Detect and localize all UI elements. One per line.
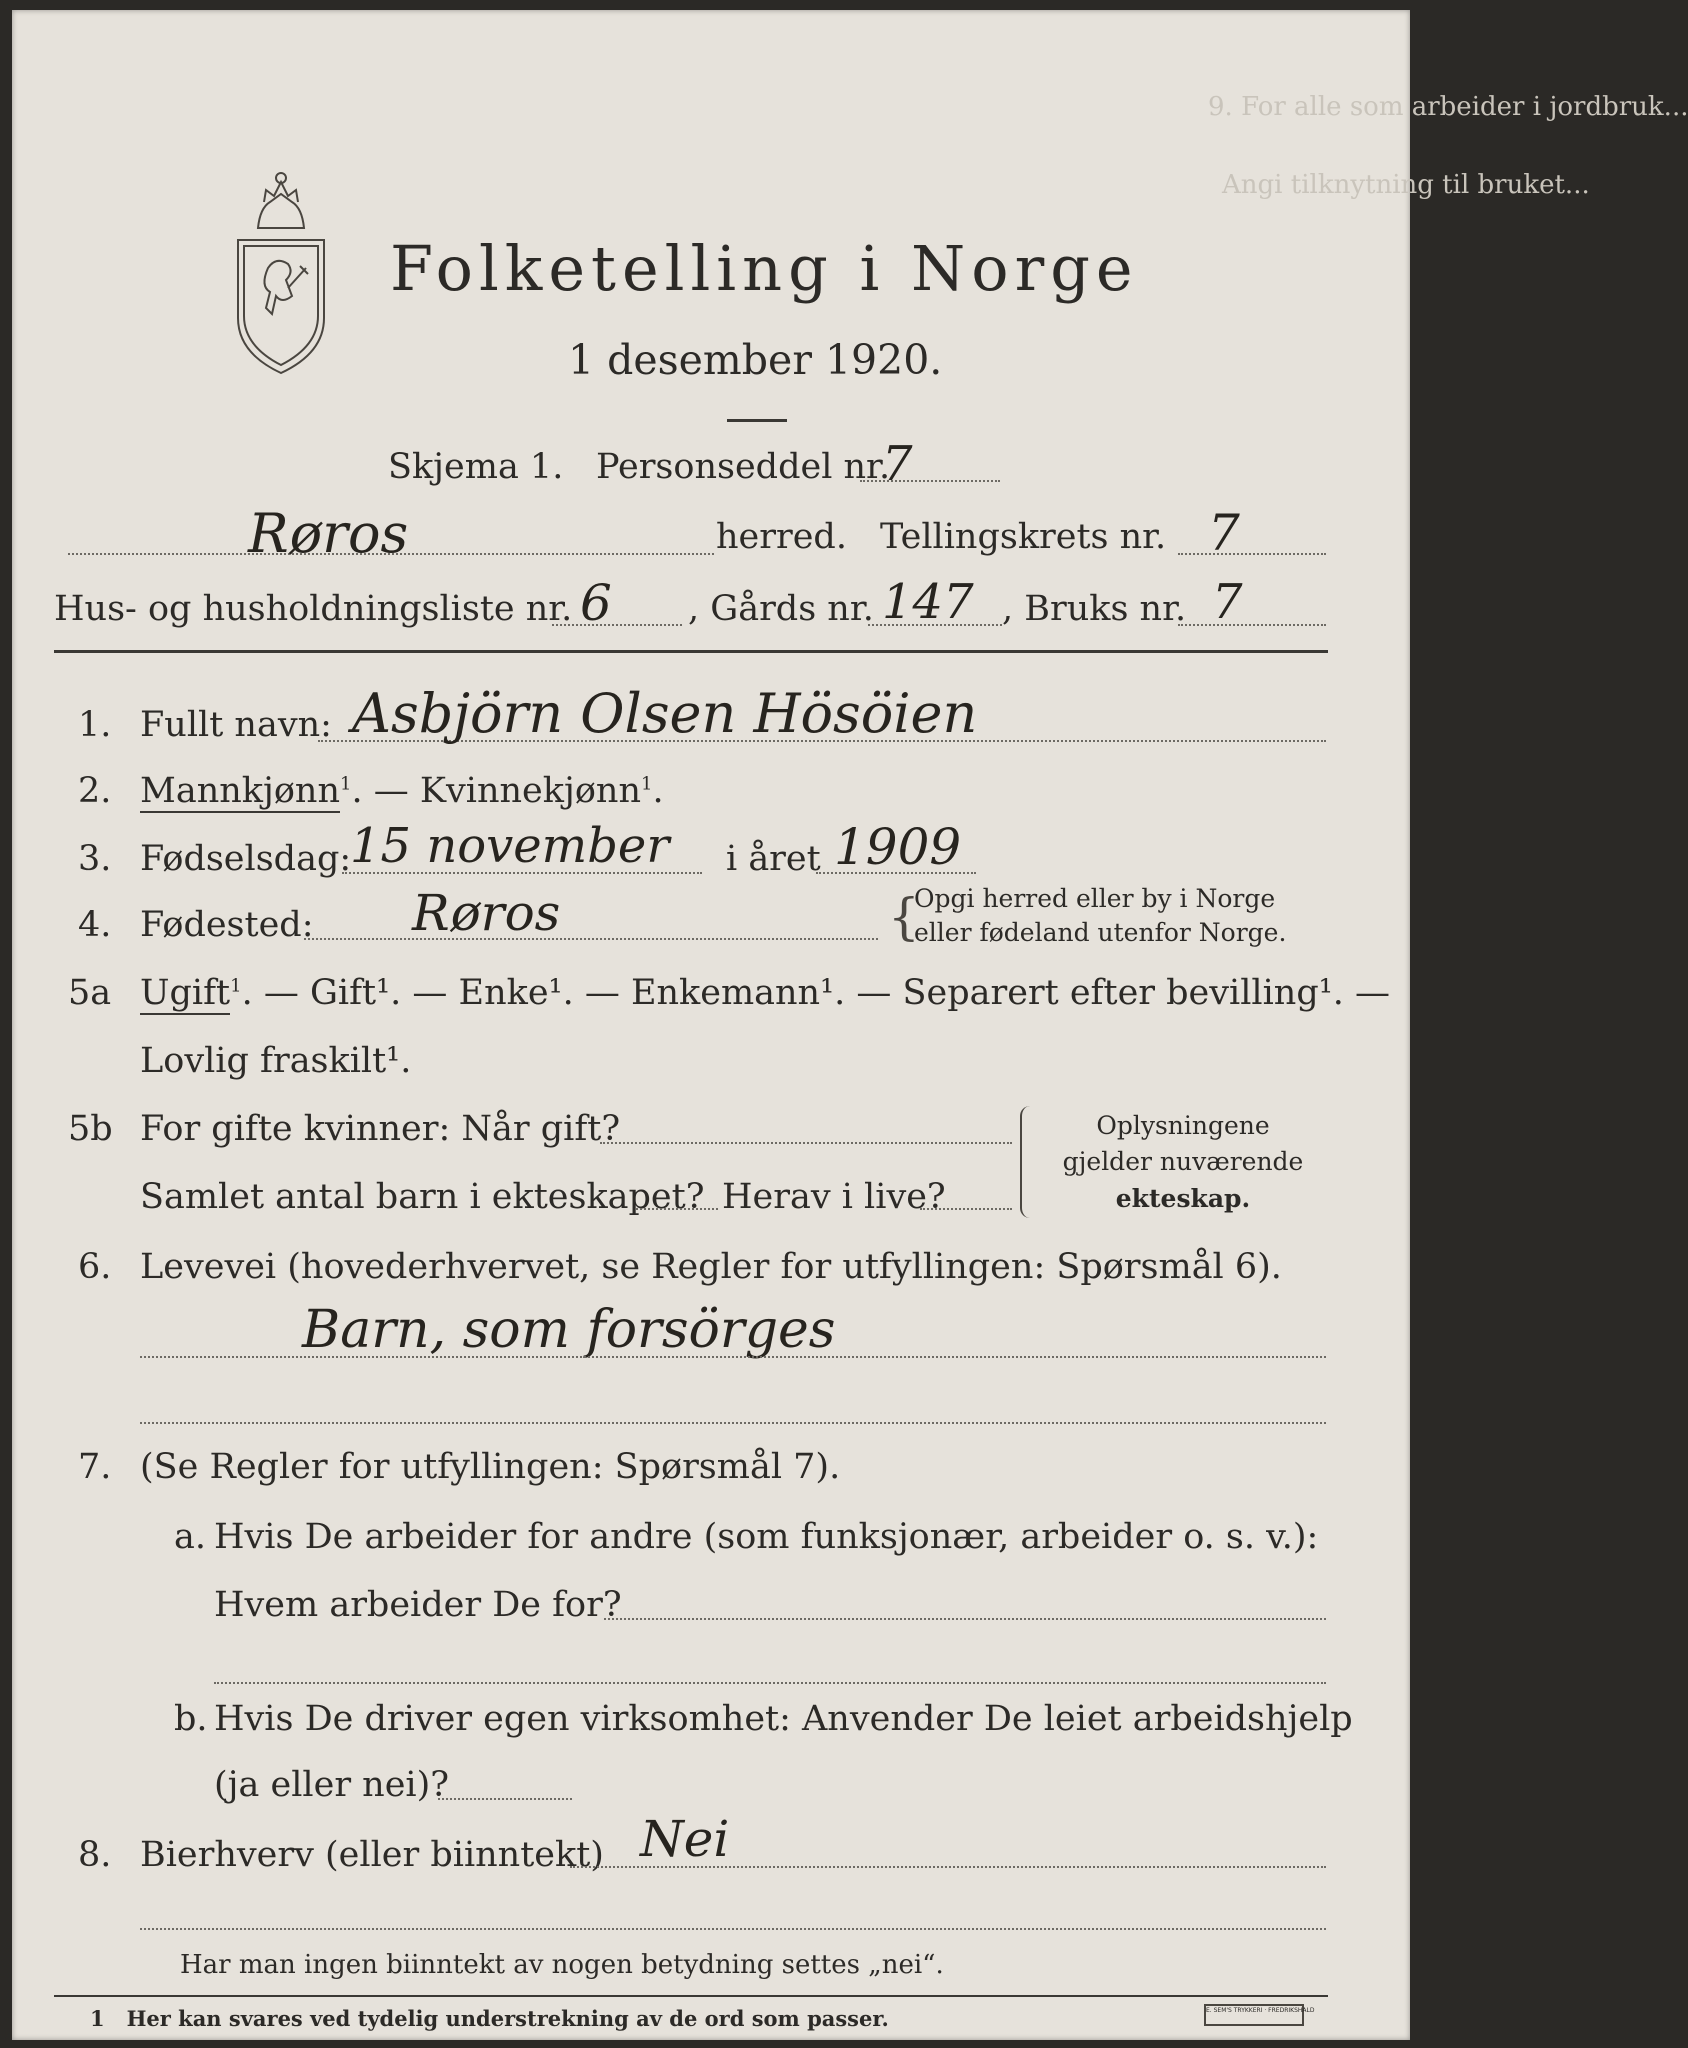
q5b-bracket: [1020, 1106, 1032, 1218]
q7-label: (Se Regler for utfyllingen: Spørsmål 7).: [140, 1447, 841, 1487]
full-name-value[interactable]: Asbjörn Olsen Hösöien: [352, 682, 978, 745]
q5a-options: Ugift$^1$. — Gift¹. — Enke¹. — Enkemann¹. — Separert efter bevilling¹. —: [140, 973, 1391, 1013]
q1-number: 1.: [78, 705, 112, 745]
footnote: 1 Her kan svares ved tydelig understrekning av de ord som passer.: [90, 2006, 889, 2031]
no-income-note: Har man ingen biinntekt av nogen betydning settes „nei“.: [180, 1950, 944, 1980]
bruks-label: , Bruks nr.: [1002, 589, 1187, 629]
q8-number: 8.: [78, 1835, 112, 1875]
bleed-through-text-2: Angi tilknytning til bruket...: [1222, 170, 1590, 200]
birthplace-value[interactable]: Røros: [412, 884, 561, 942]
q6-label: Levevei (hovederhvervet, se Regler for utfyllingen: Spørsmål 6).: [140, 1247, 1282, 1287]
side-income-value[interactable]: Nei: [640, 1810, 730, 1868]
schema-label: Skjema 1.: [388, 447, 564, 487]
birthdate-value[interactable]: 15 november: [350, 818, 670, 874]
q3-number: 3.: [78, 839, 112, 879]
personseddel-label: Personseddel nr.: [596, 447, 891, 487]
q5a-line2[interactable]: Lovlig fraskilt¹.: [140, 1041, 412, 1081]
bleed-through-text-1: 9. For alle som arbeider i jordbruk...: [1208, 92, 1688, 122]
marital-ugift-option[interactable]: Ugift: [140, 973, 231, 1013]
q7a-line1: Hvis De arbeider for andre (som funksjonær, arbeider o. s. v.):: [214, 1517, 1319, 1557]
q5b-when-married-label: For gifte kvinner: Når gift?: [140, 1109, 621, 1149]
gards-label: , Gårds nr.: [688, 589, 874, 629]
q7b-line2: (ja eller nei)?: [214, 1765, 450, 1805]
title-divider: [727, 419, 787, 422]
q7a-answer-line-2[interactable]: [214, 1682, 1326, 1684]
q3-label: Fødselsdag:: [140, 839, 352, 879]
herred-label: herred.: [716, 517, 847, 557]
tellingskrets-label: Tellingskrets nr.: [880, 517, 1167, 557]
q6-line-2[interactable]: [140, 1422, 1326, 1424]
husliste-value[interactable]: 6: [580, 574, 612, 632]
q4-brace: {: [888, 888, 920, 946]
herred-value[interactable]: Røros: [248, 502, 409, 565]
q6-line-1: [140, 1356, 1326, 1358]
header-separator: [54, 650, 1328, 653]
q7a-letter: a.: [174, 1517, 206, 1557]
q5b-alive-label: Herav i live?: [722, 1177, 946, 1217]
personseddel-value[interactable]: 7: [882, 436, 913, 492]
husliste-line: [552, 624, 682, 626]
q5b-when-married-line[interactable]: [600, 1142, 1012, 1144]
q8-extra-line: [140, 1928, 1326, 1930]
q2-number: 2.: [78, 771, 112, 811]
bruks-line: [1178, 624, 1326, 626]
q1-label: Fullt navn:: [140, 705, 332, 745]
q5b-number: 5b: [68, 1109, 113, 1149]
gender-male-option[interactable]: Mannkjønn: [140, 771, 341, 811]
gards-value[interactable]: 147: [882, 574, 974, 630]
footer-separator: [54, 1995, 1328, 1997]
q7b-line1: Hvis De driver egen virksomhet: Anvender De leiet arbeidshjelp: [214, 1699, 1353, 1739]
census-date: 1 desember 1920.: [568, 336, 943, 384]
q7b-answer-line[interactable]: [438, 1798, 572, 1800]
q4-number: 4.: [78, 905, 112, 945]
census-form-sheet: [12, 10, 1688, 2040]
q3-year-label: i året: [726, 839, 821, 879]
q4-note: Opgi herred eller by i Norge eller fødeland utenfor Norge.: [914, 884, 1287, 947]
husliste-label: Hus- og husholdningsliste nr.: [54, 589, 573, 629]
q7-number: 7.: [78, 1447, 112, 1487]
q7b-letter: b.: [174, 1699, 208, 1739]
q5b-alive-line[interactable]: [920, 1208, 1012, 1210]
norway-coat-of-arms-icon: [230, 168, 332, 378]
bruks-value[interactable]: 7: [1212, 574, 1243, 630]
q2-options: Mannkjønn$^1$. — Kvinnekjønn$^1$.: [140, 771, 664, 811]
printer-stamp: E. SEM'S TRYKKERI · FREDRIKSHALD: [1204, 2004, 1304, 2026]
q6-number: 6.: [78, 1247, 112, 1287]
q5b-children-line[interactable]: [636, 1208, 718, 1210]
occupation-value[interactable]: Barn, som forsörges: [302, 1300, 836, 1360]
q4-line: [304, 938, 878, 940]
q5b-note: Oplysningene gjelder nuværende ekteskap.: [1062, 1111, 1304, 1213]
q5b-children-label: Samlet antal barn i ekteskapet?: [140, 1177, 705, 1217]
birth-year-value[interactable]: 1909: [834, 818, 962, 876]
personseddel-line: [860, 480, 1000, 482]
tellingskrets-line: [1178, 553, 1326, 555]
tellingskrets-value[interactable]: 7: [1208, 504, 1240, 562]
q4-label: Fødested:: [140, 905, 314, 945]
form-title: Folketelling i Norge: [390, 232, 1139, 305]
q5a-number: 5a: [68, 973, 112, 1013]
gender-female-option[interactable]: Kvinnekjønn: [419, 771, 641, 811]
q7a-answer-line[interactable]: [604, 1618, 1326, 1620]
q8-label: Bierhverv (eller biinntekt): [140, 1835, 604, 1875]
q7a-line2: Hvem arbeider De for?: [214, 1585, 622, 1625]
